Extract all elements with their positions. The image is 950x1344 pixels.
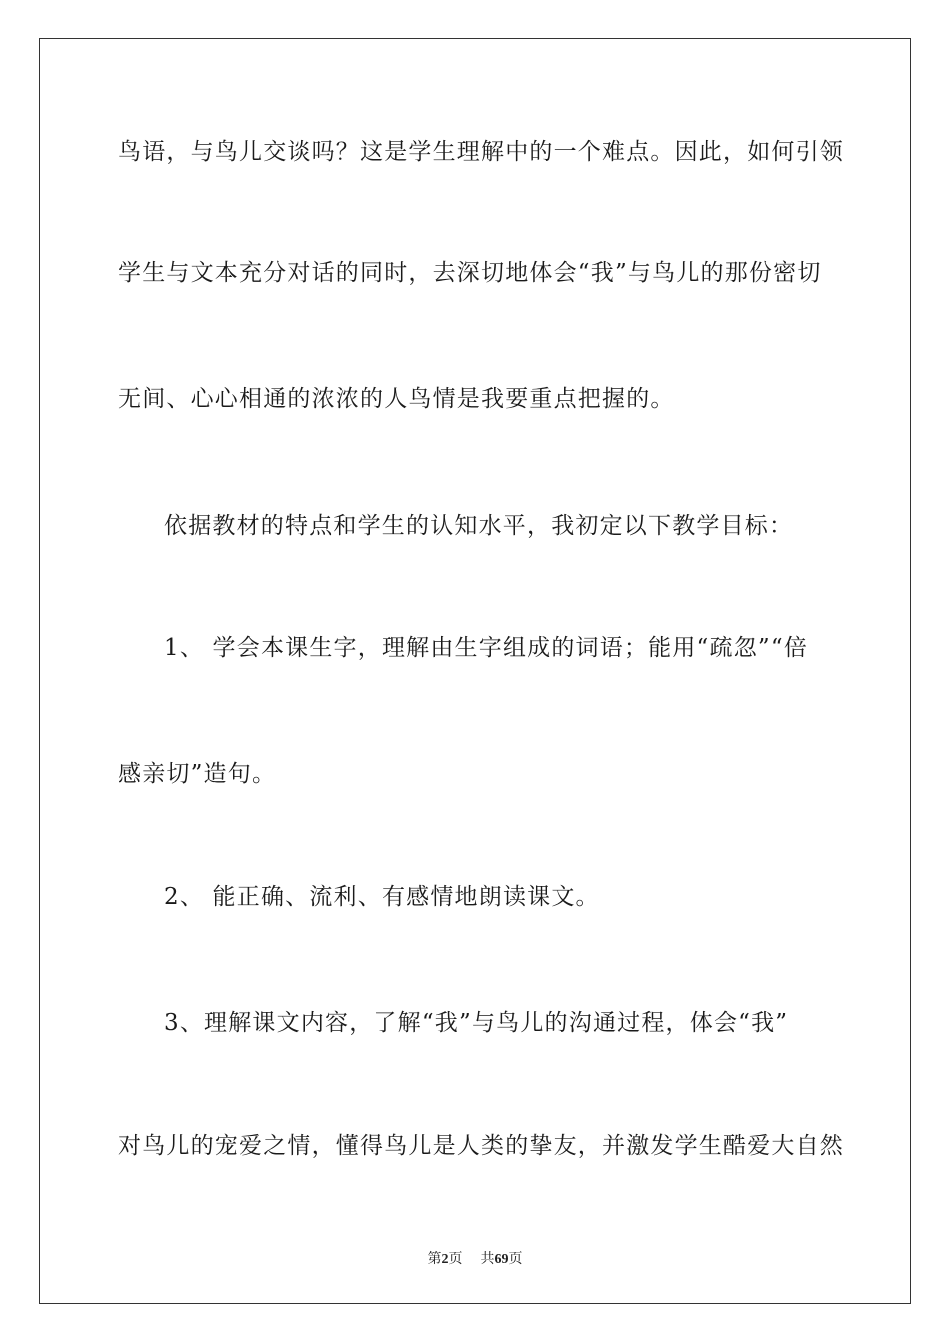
- text-line-7: 2、 能正确、流利、有感情地朗读课文。: [164, 884, 600, 910]
- page-border: [39, 38, 911, 1304]
- page-suffix: 页: [448, 1252, 463, 1267]
- total-pages: 69: [494, 1252, 509, 1267]
- text-line-5: 1、 学会本课生字，理解由生字组成的词语；能用“疏忽”“倍: [164, 635, 809, 661]
- text-line-1: 鸟语，与鸟儿交谈吗？这是学生理解中的一个难点。因此，如何引领: [118, 139, 844, 165]
- page-prefix: 第: [427, 1252, 442, 1267]
- text-line-3: 无间、心心相通的浓浓的人鸟情是我要重点把握的。: [118, 386, 675, 412]
- total-suffix: 页: [508, 1252, 523, 1267]
- text-line-4: 依据教材的特点和学生的认知水平，我初定以下教学目标：: [164, 513, 794, 539]
- text-line-2: 学生与文本充分对话的同时，去深切地体会“我”与鸟儿的那份密切: [118, 260, 822, 286]
- page-number: 2: [441, 1252, 449, 1267]
- text-line-8: 3、理解课文内容，了解“我”与鸟儿的沟通过程，体会“我”: [164, 1010, 789, 1036]
- page-footer: [0, 1248, 950, 1268]
- text-line-9: 对鸟儿的宠爱之情，懂得鸟儿是人类的挚友，并激发学生酷爱大自然: [118, 1133, 844, 1159]
- text-line-6: 感亲切”造句。: [118, 761, 277, 787]
- total-prefix: 共: [480, 1252, 495, 1267]
